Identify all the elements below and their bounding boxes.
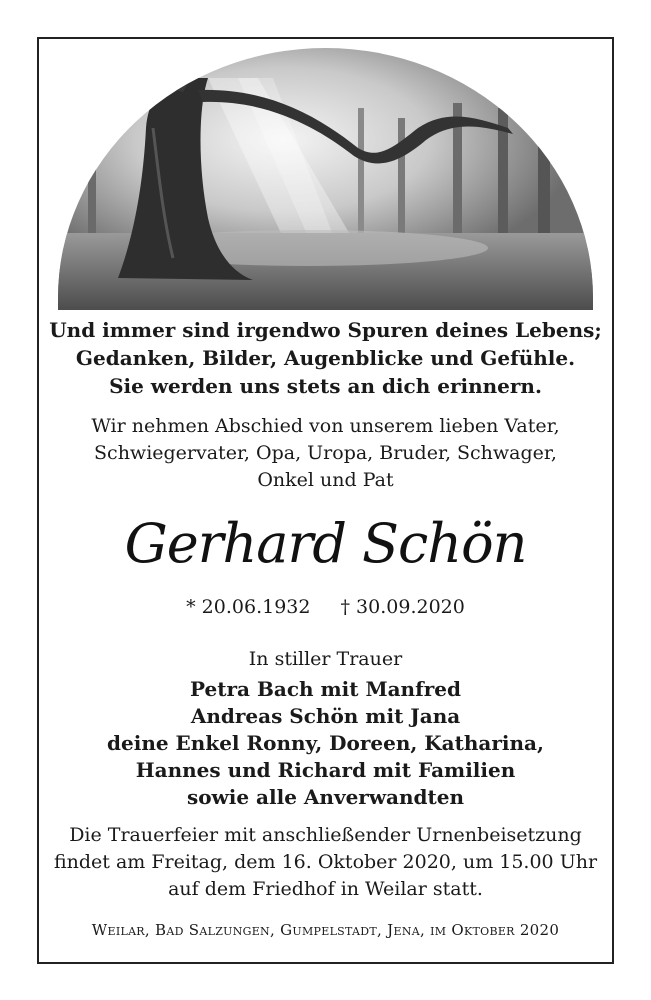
ceremony-line: auf dem Friedhof in Weilar statt.	[168, 878, 483, 900]
mourner-line: Hannes und Richard mit Familien	[135, 758, 516, 782]
ceremony-line: findet am Freitag, dem 16. Oktober 2020, um 15.00 Uhr	[53, 851, 598, 873]
death-date: † 30.09.2020	[340, 596, 465, 618]
deceased-name: Gerhard Schön	[124, 512, 527, 575]
farewell-intro	[37, 413, 614, 494]
poem	[37, 316, 614, 400]
mourners-list	[37, 676, 614, 811]
poem-line: Gedanken, Bilder, Augenblicke und Gefühle.	[75, 346, 576, 370]
mourner-line: Petra Bach mit Manfred	[190, 677, 461, 701]
tree-photo	[58, 48, 593, 310]
place-and-date: Weilar, Bad Salzungen, Gumpelstadt, Jena, im Oktober 2020	[91, 921, 560, 939]
life-dates	[37, 595, 614, 619]
intro-line: Onkel und Pat	[257, 469, 394, 491]
ceremony-line: Die Trauerfeier mit anschließender Urnenbeisetzung	[69, 824, 582, 846]
poem-line: Sie werden uns stets an dich erinnern.	[109, 374, 542, 398]
intro-line: Wir nehmen Abschied von unserem lieben Vater,	[91, 415, 560, 437]
intro-line: Schwiegervater, Opa, Uropa, Bruder, Schwager,	[94, 442, 557, 464]
poem-line: Und immer sind irgendwo Spuren deines Lebens;	[49, 318, 602, 342]
mourning-heading: In stiller Trauer	[248, 648, 403, 670]
mourner-line: Andreas Schön mit Jana	[190, 704, 461, 728]
ceremony-info	[37, 822, 614, 903]
birth-date: * 20.06.1932	[186, 596, 311, 618]
mourner-line: deine Enkel Ronny, Doreen, Katharina,	[107, 731, 544, 755]
mourner-line: sowie alle Anverwandten	[186, 785, 465, 809]
